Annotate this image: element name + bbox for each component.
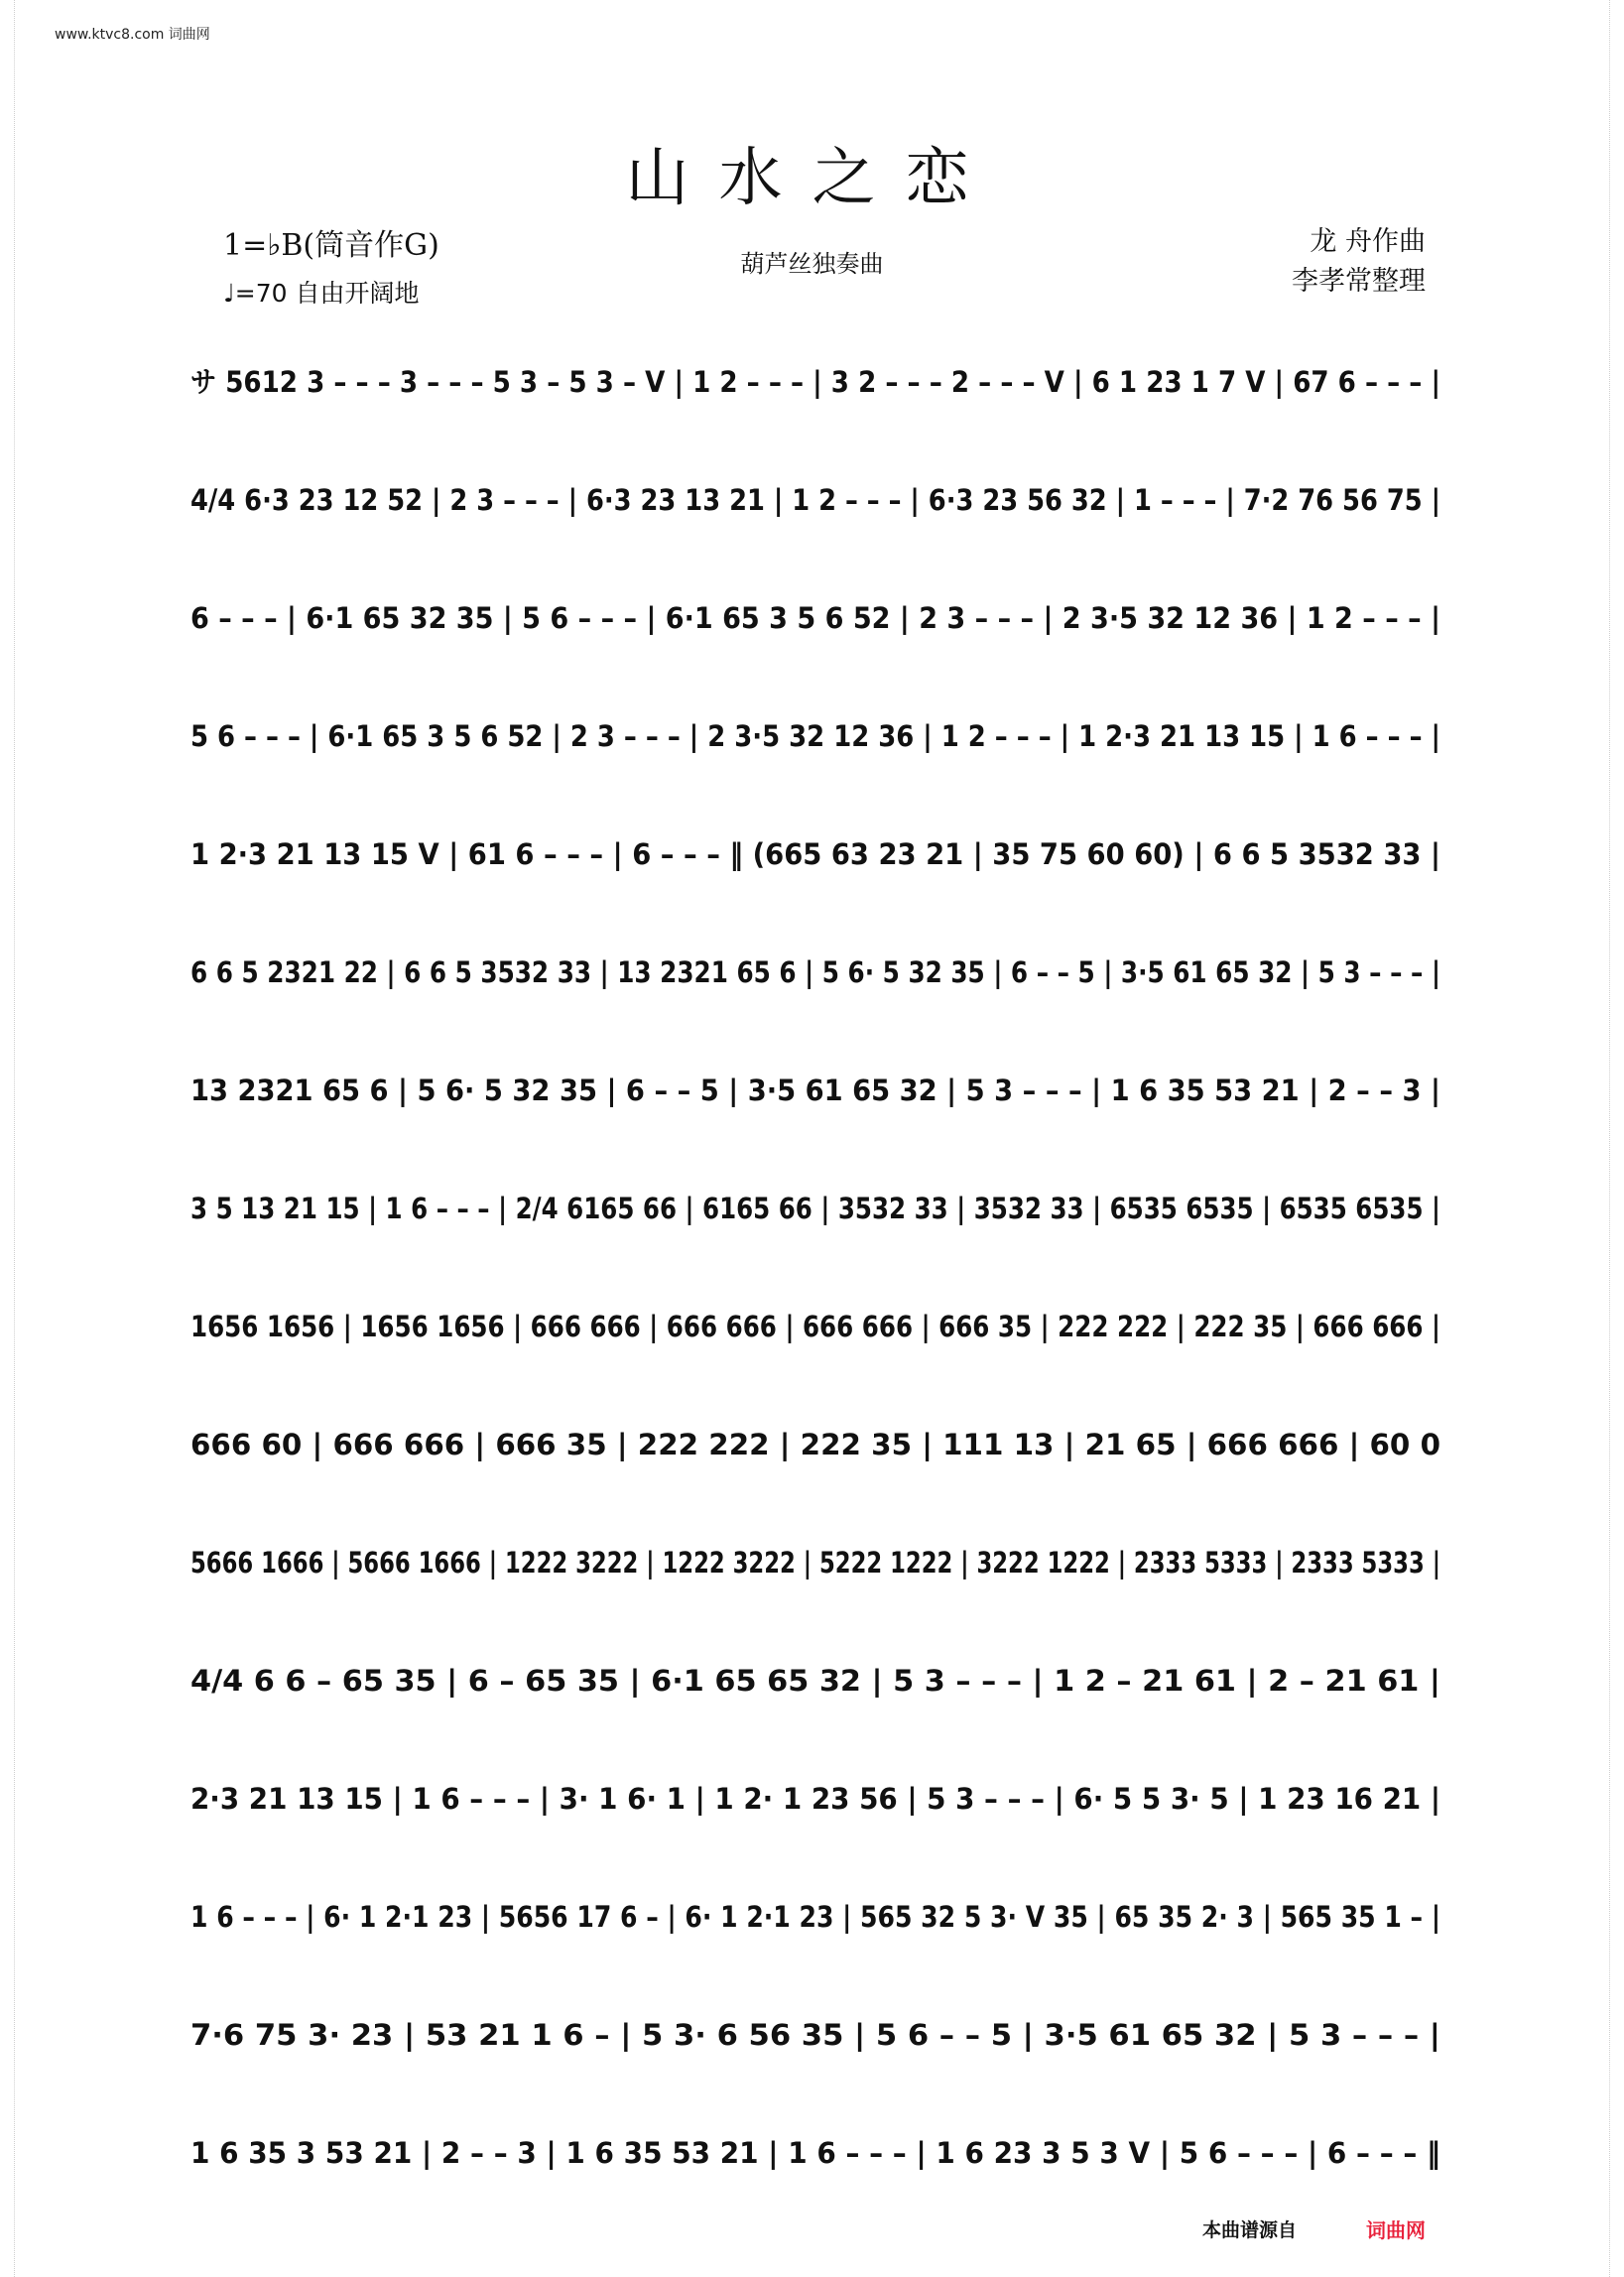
- notation-line-svg: [190, 337, 1448, 455]
- notation-line-svg: [190, 692, 1448, 810]
- notation-line: [190, 692, 1448, 810]
- notation-score: [190, 337, 1448, 2226]
- notation-text: 2·3 21 13 15 | 1 6 – – – | 3· 1 6· 1 | 1 2· 1 23 56 | 5 3 – – – | 6· 5 5 3· 5 | 1 23 16 21 |: [190, 1782, 1440, 1816]
- notation-line: [190, 1754, 1448, 1872]
- notation-text: サ 5612 3 – – – 3 – – – 5 3 – 5 3 – V | 1 2 – – – | 3 2 – – – 2 – – – V | 6 1 23 1 7 V | 67 6 – – – |: [190, 365, 1440, 399]
- notation-line: [190, 1518, 1448, 1636]
- genre-subtitle: 葫芦丝独奏曲: [740, 250, 884, 278]
- footer-brand: 词曲网: [1366, 2218, 1426, 2242]
- notation-text: 666 60 | 666 666 | 666 35 | 222 222 | 222 35 | 111 13 | 21 65 | 666 666 | 60 0: [190, 1428, 1440, 1461]
- notation-line: [190, 1046, 1448, 1164]
- notation-text: 6 6 5 2321 22 | 6 6 5 3532 33 | 13 2321 65 6 | 5 6· 5 32 35 | 6 – – 5 | 3·5 61 65 32 | 5 3 – – – |: [190, 955, 1440, 989]
- right-margin-strip: [1609, 0, 1624, 2277]
- notation-line-svg: [190, 1990, 1448, 2108]
- notation-text: 1 6 35 3 53 21 | 2 – – 3 | 1 6 35 53 21 | 1 6 – – – | 1 6 23 3 5 3 V | 5 6 – – – | 6 – – – ‖: [190, 2136, 1440, 2170]
- notation-line: [190, 928, 1448, 1046]
- composer-credit: 龙 舟作曲: [1310, 226, 1426, 257]
- notation-line: [190, 337, 1448, 455]
- notation-line-svg: [190, 455, 1448, 573]
- notation-text: 1656 1656 | 1656 1656 | 666 666 | 666 666 | 666 666 | 666 35 | 222 222 | 222 35 | 666 666 |: [190, 1310, 1440, 1343]
- notation-line-svg: [190, 1872, 1448, 1990]
- notation-line-svg: [190, 928, 1448, 1046]
- notation-line-svg: [190, 1282, 1448, 1400]
- notation-text: 3 5 13 21 15 | 1 6 – – – | 2/4 6165 66 | 6165 66 | 3532 33 | 3532 33 | 6535 6535 | 6535 6535 |: [190, 1192, 1440, 1225]
- notation-line-svg: [190, 1046, 1448, 1164]
- arranger-credit: 李孝常整理: [1292, 266, 1426, 297]
- notation-line: [190, 1990, 1448, 2108]
- notation-line: [190, 1164, 1448, 1282]
- notation-text: 4/4 6 6 – 65 35 | 6 – 65 35 | 6·1 65 65 32 | 5 3 – – – | 1 2 – 21 61 | 2 – 21 61 |: [190, 1664, 1440, 1698]
- notation-text: 13 2321 65 6 | 5 6· 5 32 35 | 6 – – 5 | 3·5 61 65 32 | 5 3 – – – | 1 6 35 53 21 | 2 – – 3 |: [190, 1074, 1440, 1107]
- notation-text: 1 6 – – – | 6· 1 2·1 23 | 5656 17 6 – | 6· 1 2·1 23 | 565 32 5 3· V 35 | 65 35 2· 3 | 565 35 1 – |: [190, 1900, 1440, 1934]
- site-header: www.ktvc8.com 词曲网: [55, 27, 210, 43]
- footer-source: 本曲谱源自: [1201, 2219, 1297, 2241]
- notation-line: [190, 573, 1448, 692]
- notation-text: 5666 1666 | 5666 1666 | 1222 3222 | 1222 3222 | 5222 1222 | 3222 1222 | 2333 5333 | 2333 5333 |: [190, 1546, 1440, 1580]
- notation-line-svg: [190, 1400, 1448, 1518]
- notation-line: [190, 1636, 1448, 1754]
- notation-line-svg: [190, 573, 1448, 692]
- key-signature: 1=♭B(筒音作G): [223, 228, 439, 263]
- notation-text: 5 6 – – – | 6·1 65 3 5 6 52 | 2 3 – – – | 2 3·5 32 12 36 | 1 2 – – – | 1 2·3 21 13 15 | 1 6 – – – |: [190, 719, 1440, 753]
- credits: [1292, 222, 1426, 302]
- notation-line: [190, 1282, 1448, 1400]
- left-margin-strip: [0, 0, 15, 2277]
- notation-text: 4/4 6·3 23 12 52 | 2 3 – – – | 6·3 23 13 21 | 1 2 – – – | 6·3 23 56 32 | 1 – – – | 7·2 76 56 75 |: [190, 483, 1440, 517]
- notation-line-svg: [190, 810, 1448, 928]
- page-title: 山水之恋: [625, 142, 999, 215]
- notation-line-svg: [190, 2108, 1448, 2226]
- notation-line: [190, 455, 1448, 573]
- notation-line: [190, 1872, 1448, 1990]
- notation-line-svg: [190, 1754, 1448, 1872]
- notation-line-svg: [190, 1164, 1448, 1282]
- notation-line-svg: [190, 1636, 1448, 1754]
- notation-line: [190, 2108, 1448, 2226]
- notation-text: 1 2·3 21 13 15 V | 61 6 – – – | 6 – – – ‖ (665 63 23 21 | 35 75 60 60) | 6 6 5 3532 33 |: [190, 837, 1440, 871]
- tempo-marking: ♩=70 自由开阔地: [223, 279, 420, 308]
- notation-line-svg: [190, 1518, 1448, 1636]
- notation-line: [190, 810, 1448, 928]
- notation-line: [190, 1400, 1448, 1518]
- notation-text: 6 – – – | 6·1 65 32 35 | 5 6 – – – | 6·1 65 3 5 6 52 | 2 3 – – – | 2 3·5 32 12 36 | 1 2 – – – |: [190, 601, 1440, 635]
- notation-text: 7·6 75 3· 23 | 53 21 1 6 – | 5 3· 6 56 35 | 5 6 – – 5 | 3·5 61 65 32 | 5 3 – – – |: [190, 2018, 1440, 2052]
